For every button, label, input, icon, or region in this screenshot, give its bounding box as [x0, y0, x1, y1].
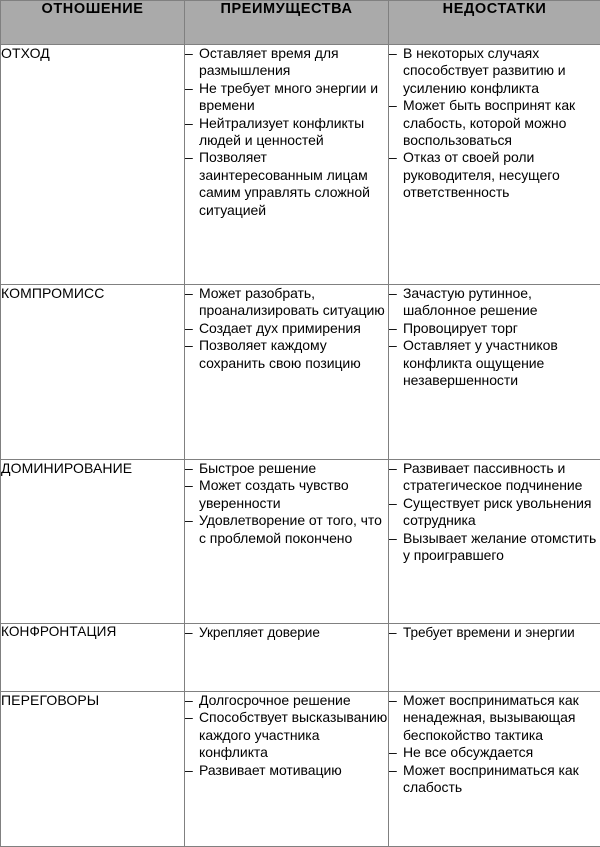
dash-bullet-icon: – — [185, 624, 193, 641]
dash-bullet-icon: – — [185, 80, 193, 97]
advantages-list — [185, 460, 388, 547]
column-header-advantages: ПРЕИМУЩЕСТВА — [185, 1, 389, 45]
list-item-text: Может создать чувство уверенности — [199, 477, 349, 510]
list-item — [389, 337, 600, 389]
dash-bullet-icon: – — [389, 97, 397, 114]
list-item-text: Оставляет время для размышления — [199, 45, 339, 78]
dash-bullet-icon: – — [185, 709, 193, 726]
disadvantages-list — [389, 624, 600, 641]
cell-advantages — [185, 624, 389, 692]
dash-bullet-icon: – — [389, 285, 397, 302]
list-item-text: Отказ от своей роли руководителя, несущего ответственность — [403, 149, 560, 200]
list-item-text: Оставляет у участников конфликта ощущение незавершенности — [403, 337, 558, 388]
cell-disadvantages — [389, 285, 600, 460]
cell-disadvantages — [389, 460, 600, 624]
list-item-text: Может быть воспринят как слабость, которой можно воспользоваться — [403, 97, 575, 148]
dash-bullet-icon: – — [185, 762, 193, 779]
dash-bullet-icon: – — [389, 149, 397, 166]
list-item-text: Провоцирует торг — [403, 320, 518, 336]
list-item — [185, 115, 388, 150]
advantages-list — [185, 45, 388, 219]
advantages-list — [185, 692, 388, 779]
disadvantages-list — [389, 285, 600, 389]
dash-bullet-icon: – — [389, 495, 397, 512]
list-item — [185, 337, 388, 372]
list-item-text: Не требует много энергии и времени — [199, 80, 378, 113]
list-item — [185, 477, 388, 512]
list-item — [185, 692, 388, 709]
list-item — [389, 495, 600, 530]
list-item — [389, 762, 600, 797]
cell-relation: КОМПРОМИСС — [1, 285, 185, 460]
list-item — [185, 460, 388, 477]
table-header — [1, 1, 600, 45]
dash-bullet-icon: – — [389, 744, 397, 761]
cell-disadvantages — [389, 624, 600, 692]
list-item — [389, 530, 600, 565]
list-item-text: Может восприниматься как ненадежная, вызывающая беспокойство тактика — [403, 692, 579, 743]
table-row — [1, 692, 600, 847]
list-item — [185, 624, 388, 641]
dash-bullet-icon: – — [389, 460, 397, 477]
advantages-list — [185, 285, 388, 372]
disadvantages-list — [389, 45, 600, 202]
list-item — [389, 460, 600, 495]
list-item-text: Развивает пассивность и стратегическое подчинение — [403, 460, 582, 493]
list-item — [185, 149, 388, 219]
dash-bullet-icon: – — [185, 320, 193, 337]
dash-bullet-icon: – — [185, 692, 193, 709]
column-header-relation: ОТНОШЕНИЕ — [1, 1, 185, 45]
table-header-row — [1, 1, 600, 45]
cell-advantages — [185, 285, 389, 460]
list-item — [185, 709, 388, 761]
dash-bullet-icon: – — [389, 320, 397, 337]
dash-bullet-icon: – — [185, 512, 193, 529]
dash-bullet-icon: – — [389, 337, 397, 354]
dash-bullet-icon: – — [185, 477, 193, 494]
dash-bullet-icon: – — [389, 762, 397, 779]
list-item-text: Не все обсуждается — [403, 744, 533, 760]
dash-bullet-icon: – — [185, 285, 193, 302]
table-row — [1, 45, 600, 285]
list-item-text: Развивает мотивацию — [199, 762, 342, 778]
list-item-text: Способствует высказыванию каждого участника конфликта — [199, 709, 387, 760]
disadvantages-list — [389, 692, 600, 796]
cell-advantages — [185, 45, 389, 285]
dash-bullet-icon: – — [389, 45, 397, 62]
list-item-text: Позволяет заинтересованным лицам самим управлять сложной ситуацией — [199, 149, 370, 217]
dash-bullet-icon: – — [389, 624, 397, 641]
list-item-text: Требует времени и энергии — [403, 625, 575, 640]
list-item — [185, 45, 388, 80]
cell-advantages — [185, 692, 389, 847]
list-item — [389, 97, 600, 149]
dash-bullet-icon: – — [185, 149, 193, 166]
cell-disadvantages — [389, 45, 600, 285]
list-item-text: Существует риск увольнения сотрудника — [403, 495, 591, 528]
list-item — [185, 285, 388, 320]
list-item-text: Вызывает желание отомстить у проигравшего — [403, 530, 596, 563]
dash-bullet-icon: – — [185, 460, 193, 477]
list-item-text: Зачастую рутинное, шаблонное решение — [403, 285, 538, 318]
list-item-text: Может восприниматься как слабость — [403, 762, 579, 795]
cell-disadvantages — [389, 692, 600, 847]
table-row — [1, 460, 600, 624]
dash-bullet-icon: – — [389, 530, 397, 547]
dash-bullet-icon: – — [185, 115, 193, 132]
list-item — [389, 285, 600, 320]
list-item-text: Удовлетворение от того, что с проблемой покончено — [199, 512, 382, 545]
list-item — [389, 320, 600, 337]
list-item — [389, 744, 600, 761]
list-item-text: Может разобрать, проанализировать ситуацию — [199, 285, 385, 318]
cell-relation: ДОМИНИРОВАНИЕ — [1, 460, 185, 624]
list-item — [185, 320, 388, 337]
table-body — [1, 45, 600, 847]
list-item — [185, 512, 388, 547]
list-item-text: Быстрое решение — [199, 460, 316, 476]
dash-bullet-icon: – — [185, 45, 193, 62]
list-item — [389, 149, 600, 201]
list-item — [389, 45, 600, 97]
cell-relation: КОНФРОНТАЦИЯ — [1, 624, 185, 692]
list-item-text: Позволяет каждому сохранить свою позицию — [199, 337, 361, 370]
table-row — [1, 285, 600, 460]
column-header-disadvantages: НЕДОСТАТКИ — [389, 1, 600, 45]
list-item-text: Нейтрализует конфликты людей и ценностей — [199, 115, 364, 148]
cell-relation: ОТХОД — [1, 45, 185, 285]
list-item — [185, 80, 388, 115]
list-item — [389, 692, 600, 744]
list-item — [389, 624, 600, 641]
dash-bullet-icon: – — [185, 337, 193, 354]
cell-advantages — [185, 460, 389, 624]
advantages-list — [185, 624, 388, 641]
list-item-text: Укрепляет доверие — [199, 625, 320, 640]
list-item-text: В некоторых случаях способствует развитию и усилению конфликта — [403, 45, 566, 96]
cell-relation: ПЕРЕГОВОРЫ — [1, 692, 185, 847]
dash-bullet-icon: – — [389, 692, 397, 709]
disadvantages-list — [389, 460, 600, 564]
table-row — [1, 624, 600, 692]
list-item — [185, 762, 388, 779]
list-item-text: Создает дух примирения — [199, 320, 361, 336]
list-item-text: Долгосрочное решение — [199, 692, 351, 708]
